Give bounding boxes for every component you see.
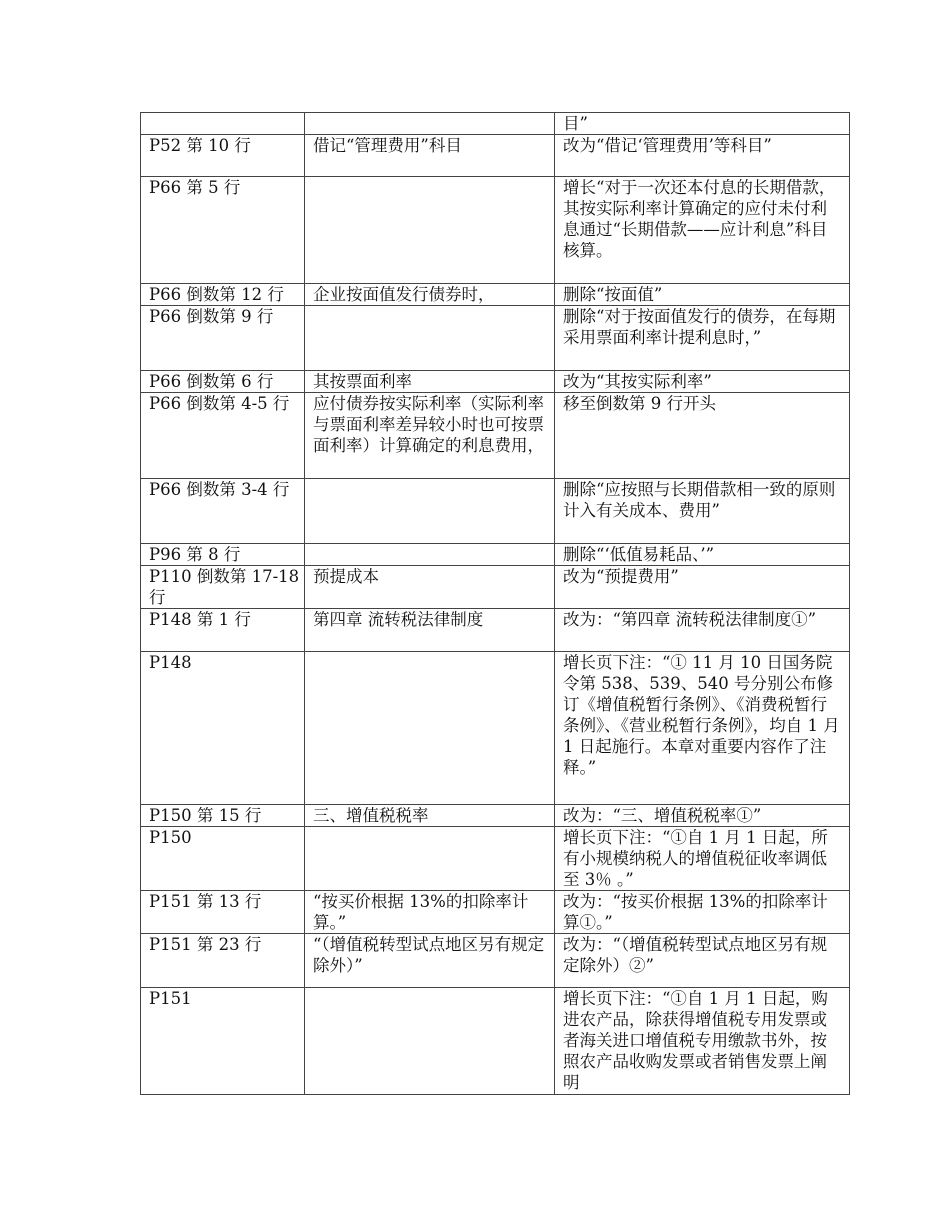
correction-cell-text: 删除“应按照与长期借款相一致的原则计入有关成本、费用” (563, 480, 836, 520)
correction-cell-text: 增长“对于一次还本付息的长期借款，其按实际利率计算确定的应付未付利息通过“长期借款——应计利息”科目核算。 (563, 178, 836, 260)
correction-cell (555, 544, 850, 566)
table-row (141, 934, 850, 988)
original-text-cell (305, 113, 555, 135)
correction-cell (555, 805, 850, 827)
original-text-cell-text: 预提成本 (313, 567, 379, 586)
original-text-cell-text: 第四章 流转税法律制度 (313, 610, 484, 629)
table-row (141, 805, 850, 827)
location-cell-text: P66 倒数第 9 行 (149, 307, 274, 326)
correction-cell (555, 609, 850, 652)
table-row (141, 609, 850, 652)
table-row (141, 177, 850, 284)
table-row (141, 544, 850, 566)
location-cell-text: P150 (149, 828, 192, 847)
original-text-cell (305, 988, 555, 1095)
location-cell-text: P96 第 8 行 (149, 545, 241, 564)
location-cell (141, 891, 305, 934)
table-row (141, 479, 850, 544)
table-row (141, 891, 850, 934)
correction-cell-text: 改为“预提费用” (563, 567, 679, 586)
original-text-cell-text: 应付债券按实际利率（实际利率与票面利率差异较小时也可按票面利率）计算确定的利息费用， (313, 394, 544, 455)
correction-cell (555, 393, 850, 479)
correction-cell-text: 删除“‘低值易耗品、’” (563, 545, 715, 564)
location-cell (141, 934, 305, 988)
location-cell (141, 805, 305, 827)
location-cell-text: P151 (149, 989, 192, 1008)
table-row (141, 988, 850, 1095)
correction-cell-text: 移至倒数第 9 行开头 (563, 394, 716, 413)
correction-cell-text: 删除“对于按面值发行的债券，在每期采用票面利率计提利息时，” (563, 307, 836, 347)
table-row (141, 306, 850, 371)
original-text-cell (305, 135, 555, 177)
errata-table-body (141, 113, 850, 1095)
correction-cell-text: 改为“借记‘管理费用’等科目” (563, 136, 772, 155)
location-cell-text: P66 倒数第 3-4 行 (149, 480, 290, 499)
location-cell-text: P148 第 1 行 (149, 610, 251, 629)
correction-cell (555, 827, 850, 891)
correction-cell (555, 135, 850, 177)
table-row (141, 652, 850, 805)
original-text-cell-text: 企业按面值发行债券时， (313, 285, 495, 304)
correction-cell-text: 增长页下注：“① 11 月 10 日国务院令第 538、539、540 号分别公布修订《增值税暂行条例》、《消费税暂行条例》、《营业税暂行条例》，均自 1 月 1 日起施行。本章对重要内容作了注释。” (563, 653, 840, 777)
correction-cell (555, 934, 850, 988)
original-text-cell (305, 371, 555, 393)
original-text-cell (305, 306, 555, 371)
original-text-cell (305, 652, 555, 805)
correction-cell (555, 177, 850, 284)
location-cell (141, 177, 305, 284)
correction-cell (555, 371, 850, 393)
location-cell (141, 609, 305, 652)
original-text-cell (305, 934, 555, 988)
correction-cell-text: 增长页下注：“①自 1 月 1 日起，所有小规模纳税人的增值税征收率调低至 3％ 。” (563, 828, 828, 889)
correction-cell-text: 改为：“第四章 流转税法律制度①” (563, 610, 817, 629)
location-cell (141, 479, 305, 544)
location-cell (141, 827, 305, 891)
location-cell-text: P66 第 5 行 (149, 178, 241, 197)
errata-table (140, 112, 850, 1095)
location-cell-text: P52 第 10 行 (149, 136, 251, 155)
location-cell (141, 284, 305, 306)
original-text-cell (305, 393, 555, 479)
location-cell (141, 393, 305, 479)
original-text-cell (305, 544, 555, 566)
original-text-cell-text: 三、增值税税率 (313, 806, 429, 825)
location-cell-text: P66 倒数第 12 行 (149, 285, 284, 304)
correction-cell-text: 目” (563, 114, 588, 133)
original-text-cell-text: 其按票面利率 (313, 372, 412, 391)
original-text-cell (305, 805, 555, 827)
location-cell (141, 566, 305, 609)
original-text-cell (305, 609, 555, 652)
location-cell-text: P151 第 13 行 (149, 892, 262, 911)
correction-cell-text: 增长页下注：“①自 1 月 1 日起，购进农产品，除获得增值税专用发票或者海关进口增值税专用缴款书外，按照农产品收购发票或者销售发票上阐明 (563, 989, 828, 1092)
correction-cell (555, 284, 850, 306)
original-text-cell (305, 479, 555, 544)
location-cell-text: P150 第 15 行 (149, 806, 262, 825)
correction-cell (555, 652, 850, 805)
correction-cell-text: 改为：“按买价根据 13%的扣除率计算①。” (563, 892, 828, 932)
location-cell (141, 652, 305, 805)
table-row (141, 827, 850, 891)
correction-cell-text: 改为“其按实际利率” (563, 372, 712, 391)
correction-cell (555, 988, 850, 1095)
table-row (141, 371, 850, 393)
original-text-cell-text: “（增值税转型试点地区另有规定除外）” (313, 935, 545, 975)
location-cell-text: P148 (149, 653, 192, 672)
correction-cell-text: 改为：“三、增值税税率①” (563, 806, 762, 825)
correction-cell (555, 566, 850, 609)
original-text-cell (305, 827, 555, 891)
original-text-cell (305, 177, 555, 284)
location-cell (141, 135, 305, 177)
original-text-cell (305, 891, 555, 934)
original-text-cell (305, 284, 555, 306)
table-row (141, 284, 850, 306)
correction-cell (555, 113, 850, 135)
correction-cell (555, 306, 850, 371)
location-cell (141, 113, 305, 135)
location-cell (141, 544, 305, 566)
original-text-cell-text: 借记“管理费用”科目 (313, 136, 462, 155)
table-row (141, 113, 850, 135)
correction-cell (555, 479, 850, 544)
correction-cell-text: 改为：“（增值税转型试点地区另有规定除外）②” (563, 935, 828, 975)
correction-cell-text: 删除“按面值” (563, 285, 663, 304)
location-cell (141, 988, 305, 1095)
table-row (141, 566, 850, 609)
location-cell (141, 306, 305, 371)
table-row (141, 135, 850, 177)
location-cell-text: P66 倒数第 4-5 行 (149, 394, 290, 413)
location-cell (141, 371, 305, 393)
table-row (141, 393, 850, 479)
location-cell-text: P66 倒数第 6 行 (149, 372, 274, 391)
location-cell-text: P151 第 23 行 (149, 935, 262, 954)
correction-cell (555, 891, 850, 934)
original-text-cell (305, 566, 555, 609)
original-text-cell-text: “按买价根据 13%的扣除率计算。” (313, 892, 529, 932)
location-cell-text: P110 倒数第 17-18 行 (149, 567, 300, 607)
